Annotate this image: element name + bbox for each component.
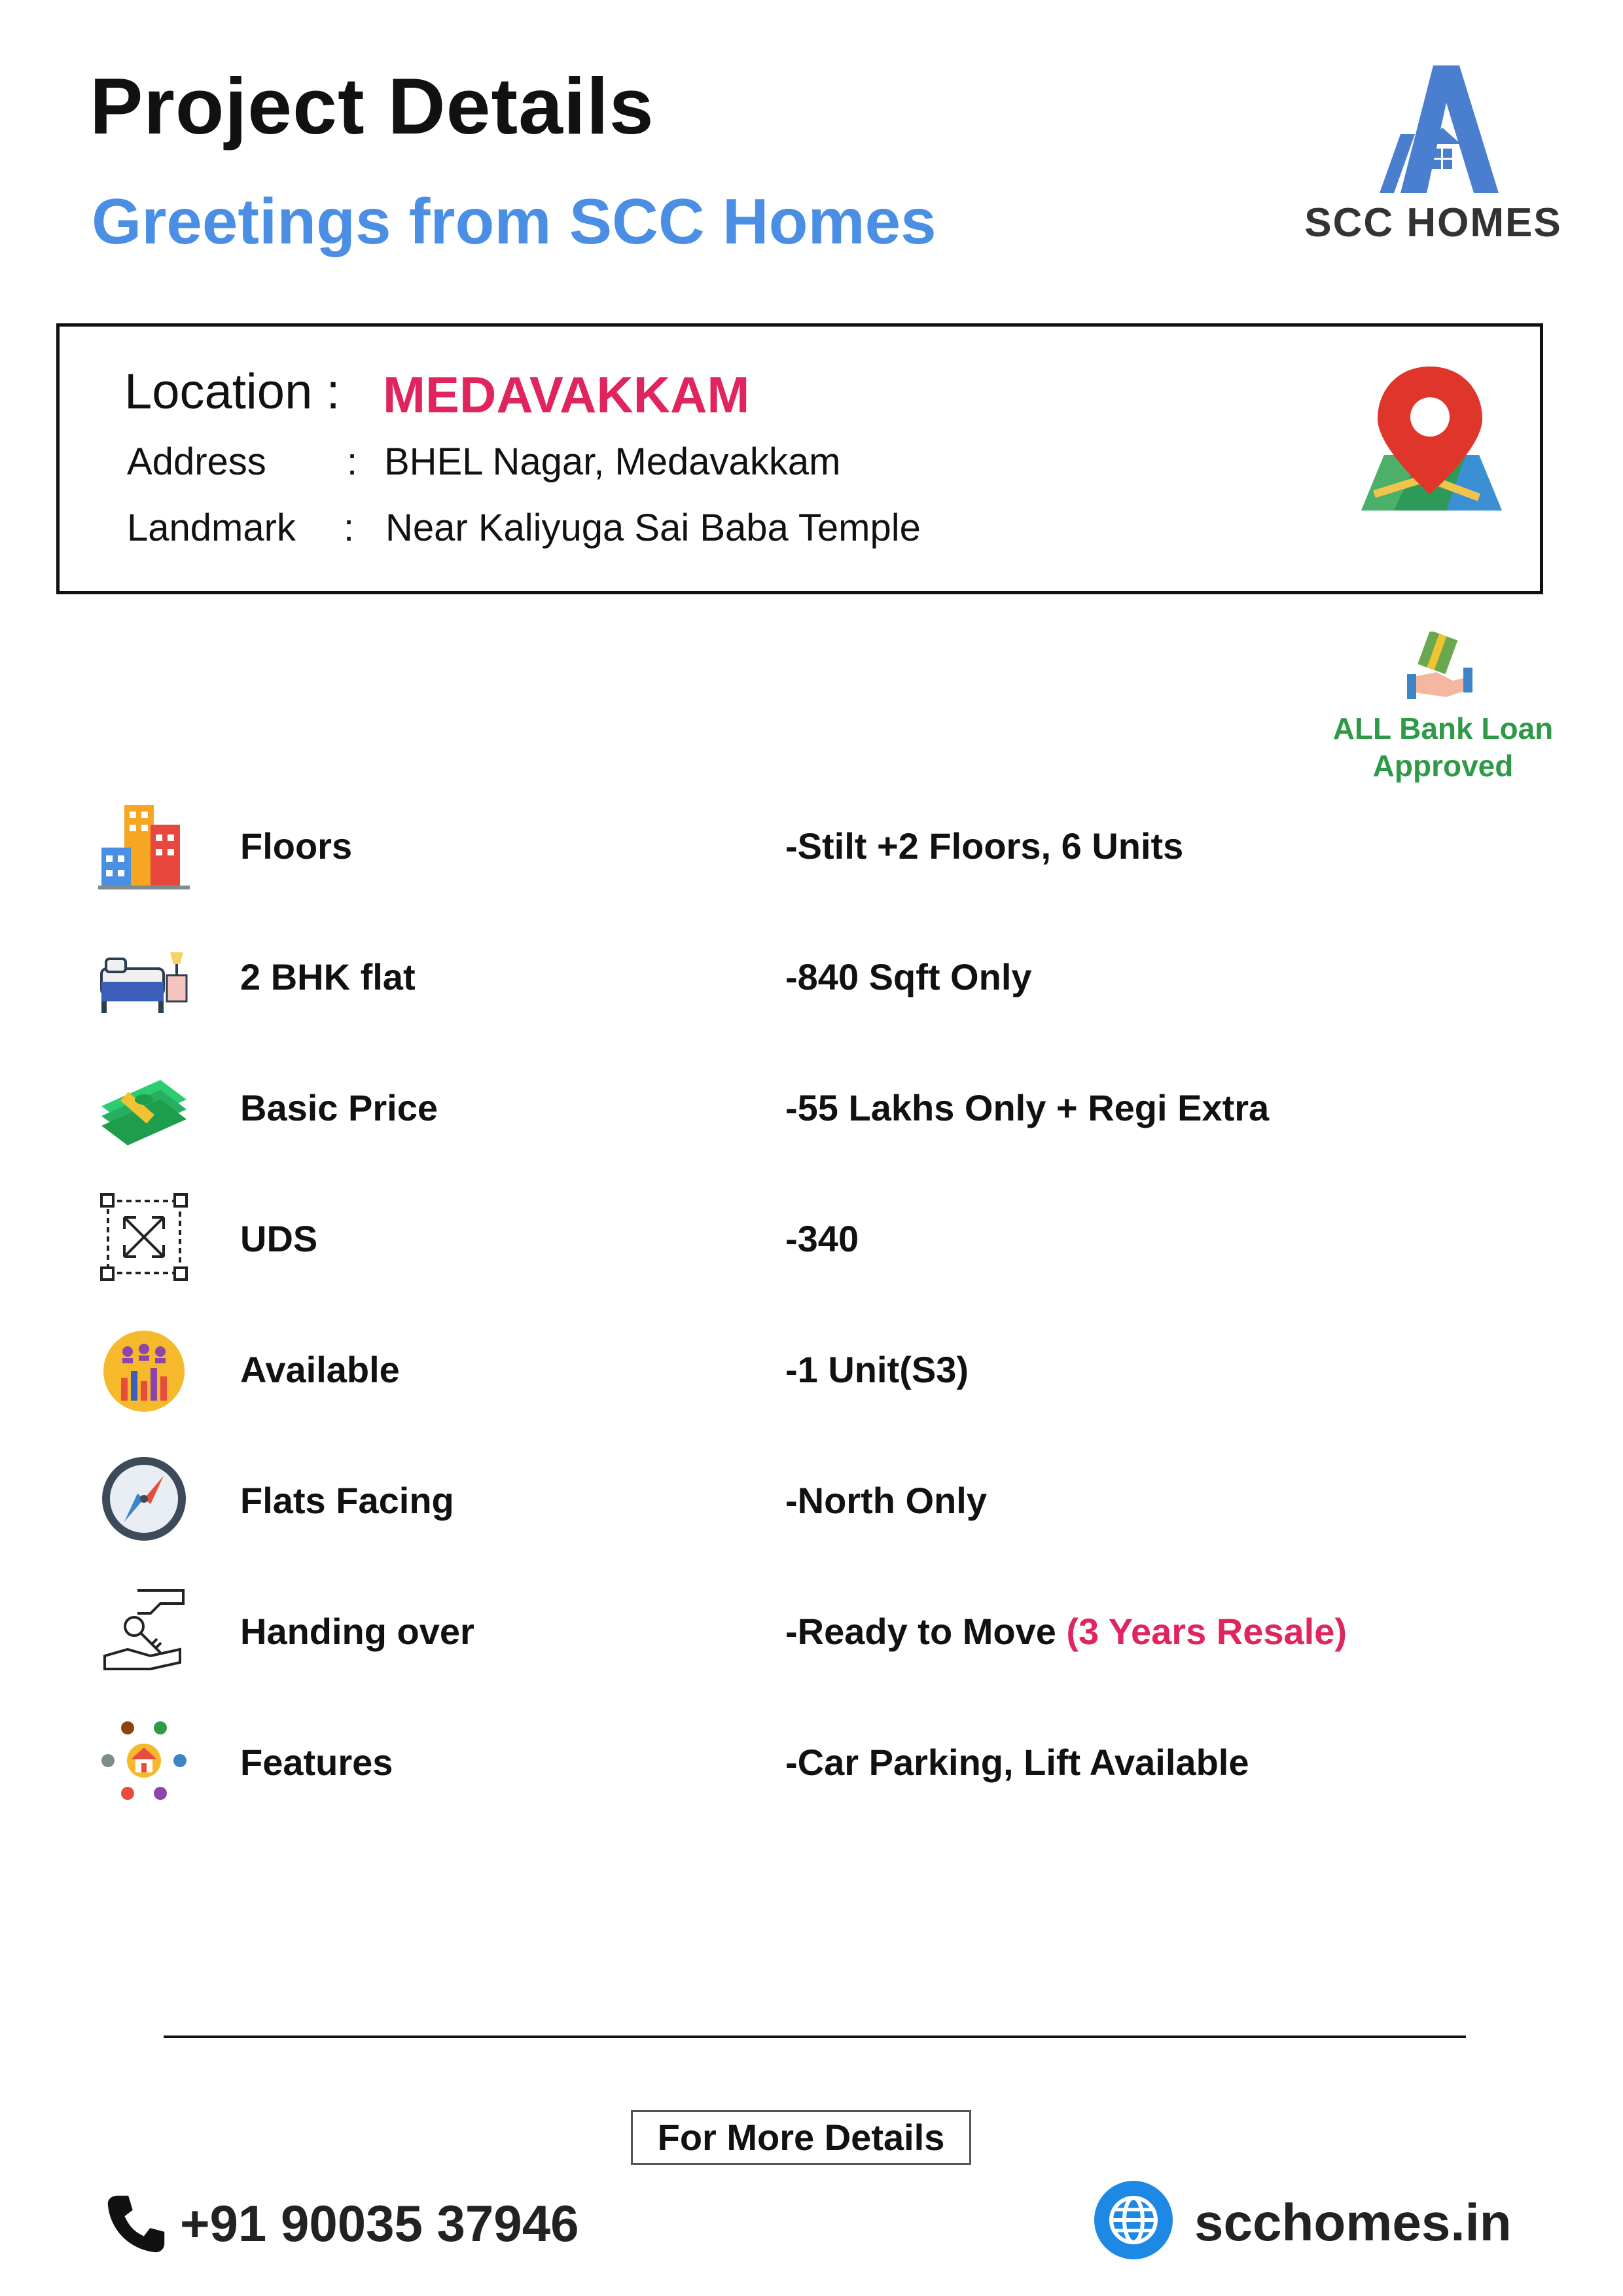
bank-loan-icon [1407, 632, 1472, 700]
detail-value-uds: -340 [785, 1218, 859, 1259]
website-link[interactable]: scchomes.in [1194, 2193, 1512, 2251]
detail-label-handover: Handing over [240, 1611, 474, 1652]
footer-divider [164, 2036, 1466, 2038]
more-details-label: For More Details [631, 2110, 971, 2165]
detail-label-price: Basic Price [240, 1087, 438, 1128]
detail-label-features: Features [240, 1742, 393, 1783]
detail-label-available: Available [240, 1349, 400, 1390]
phone-number[interactable]: +91 90035 37946 [180, 2195, 579, 2252]
detail-label-uds: UDS [240, 1218, 318, 1259]
buildings-icon [98, 802, 190, 893]
detail-label-facing: Flats Facing [240, 1480, 454, 1521]
page-title: Project Details [90, 62, 654, 151]
location-value: MEDAVAKKAM [383, 366, 750, 423]
landmark-label: Landmark [127, 507, 296, 549]
loan-line-2: Approved [1372, 749, 1514, 783]
phone-icon [105, 2193, 167, 2255]
availability-chart-icon [98, 1325, 190, 1417]
address-value: BHEL Nagar, Medavakkam [384, 440, 841, 483]
detail-label-floors: Floors [240, 825, 353, 867]
detail-value-price: -55 Lakhs Only + Regi Extra [785, 1087, 1270, 1128]
landmark-value: Near Kaliyuga Sai Baba Temple [385, 507, 921, 549]
globe-icon [1093, 2179, 1175, 2261]
logo-text: SCC HOMES [1304, 200, 1562, 245]
house-features-icon [98, 1715, 190, 1806]
key-handover-icon [98, 1584, 190, 1676]
bank-loan-badge [1315, 710, 1571, 785]
bed-icon [98, 933, 190, 1024]
greeting-subtitle: Greetings from SCC Homes [92, 185, 936, 257]
landmark-separator: : [344, 507, 355, 549]
map-pin-icon [1348, 363, 1512, 527]
detail-value-floors: -Stilt +2 Floors, 6 Units [785, 825, 1184, 867]
detail-label-bhk: 2 BHK flat [240, 956, 416, 997]
address-separator: : [347, 440, 358, 483]
area-expand-icon [98, 1191, 190, 1283]
location-label: Location : [124, 364, 340, 420]
handover-value-text: -Ready to Move [785, 1611, 1067, 1652]
detail-value-features: -Car Parking, Lift Available [785, 1742, 1249, 1783]
detail-value-handover [785, 1610, 1347, 1653]
resale-highlight: (3 Years Resale) [1066, 1611, 1347, 1652]
detail-value-available: -1 Unit(S3) [785, 1349, 969, 1390]
loan-line-1: ALL Bank Loan [1332, 711, 1554, 745]
detail-value-bhk: -840 Sqft Only [785, 956, 1032, 997]
compass-icon [98, 1453, 190, 1545]
detail-value-facing: -North Only [785, 1480, 987, 1521]
address-label: Address [127, 440, 266, 483]
money-icon [98, 1060, 190, 1152]
